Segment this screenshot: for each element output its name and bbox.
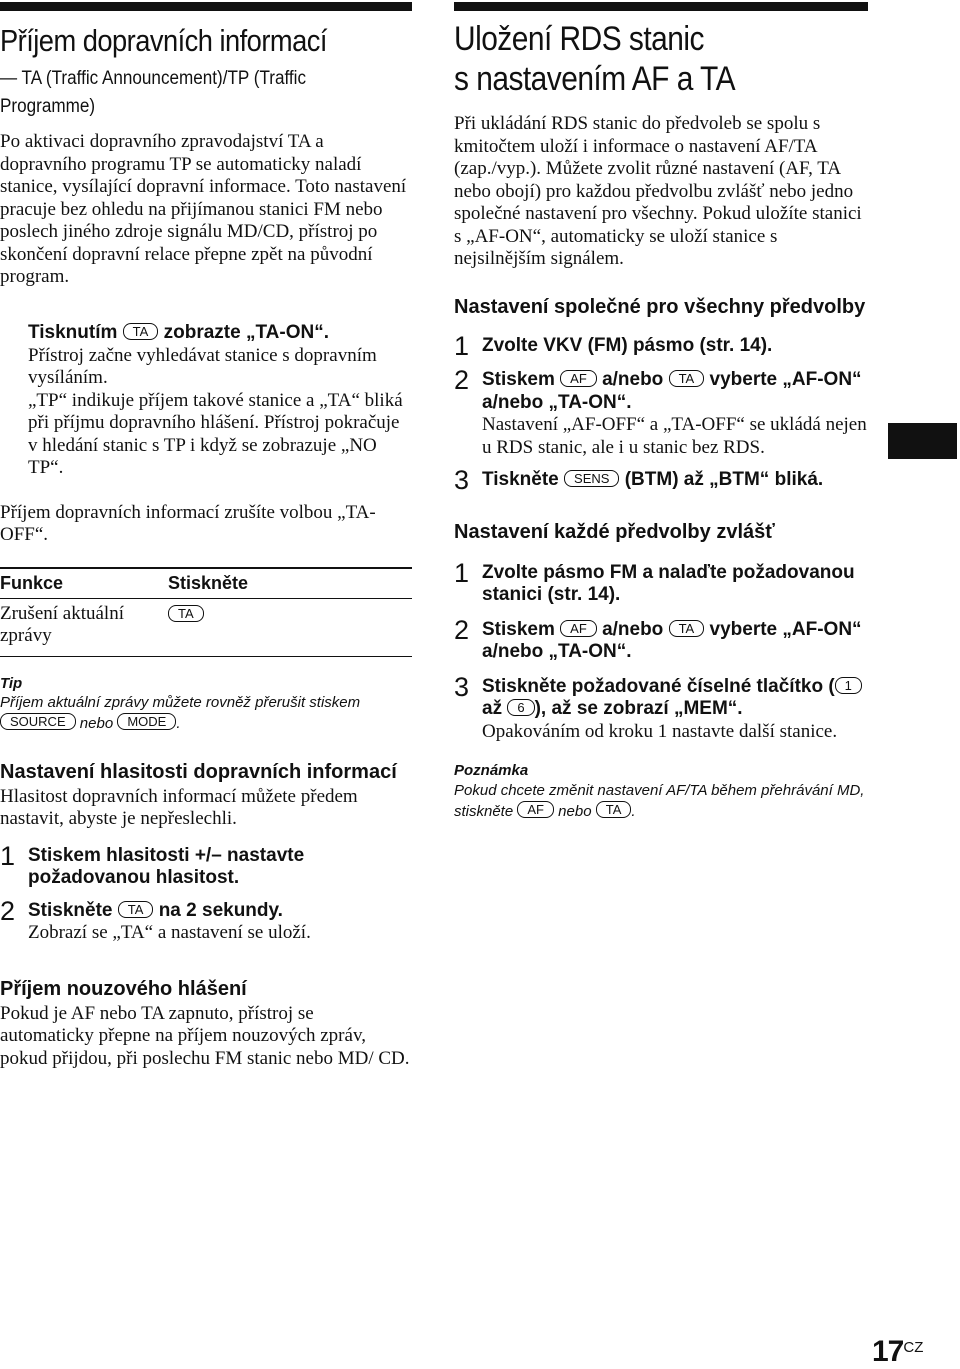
- common-step-2-c: vyberte „AF-ON“ a/nebo „TA-ON“.: [482, 369, 862, 413]
- ta-instruction: [0, 321, 412, 480]
- volume-step-1-title: Stiskem hlasitosti +/– nastavte požadovanou hlasitost.: [28, 844, 305, 888]
- step-number: 1: [0, 840, 16, 871]
- table-header-function-text: Funkce: [0, 572, 64, 593]
- each-step-2-title: [482, 619, 868, 664]
- volume-text: Hlasitost dopravních informací můžete předem nastavit, abyste je nepřeslechli.: [0, 785, 358, 829]
- function-table: [0, 567, 412, 657]
- top-rule: [454, 2, 868, 11]
- cancel-paragraph: Příjem dopravních informací zrušíte volbou „TA-OFF“.: [0, 501, 376, 545]
- page-number: [872, 1335, 923, 1369]
- number-6-key: 6: [507, 699, 534, 716]
- source-key: SOURCE: [0, 713, 76, 730]
- volume-step-1: [0, 840, 412, 890]
- step-number: 2: [454, 614, 470, 645]
- common-heading: Nastavení společné pro všechny předvolby: [454, 295, 866, 318]
- ta-press-prefix: Tisknutím: [28, 321, 118, 343]
- table-header-row: [0, 568, 412, 599]
- each-step-1-title: Zvolte pásmo FM a nalaďte požadovanou stanici (str. 14).: [482, 561, 855, 605]
- each-step-3-title: [482, 676, 868, 721]
- each-step-3-c: ), až se zobrazí „MEM“.: [534, 698, 743, 719]
- table-cell-key: [168, 598, 412, 656]
- each-step-3-desc: Opakováním od kroku 1 nastavte další stanice.: [482, 720, 838, 742]
- each-step-3: [454, 671, 868, 744]
- table-cell-function-text: Zrušení aktuální zprávy: [0, 602, 124, 646]
- tip-block: [0, 675, 412, 734]
- left-column: [0, 0, 412, 1070]
- number-1-key: 1: [835, 677, 862, 694]
- common-step-2-title: [482, 369, 868, 414]
- section-tab-marker: [888, 423, 957, 459]
- step-number: 2: [454, 365, 470, 395]
- volume-step-2-desc: Zobrazí se „TA“ a nastavení se uloží.: [28, 922, 311, 943]
- mode-key: MODE: [117, 713, 176, 730]
- af-key: AF: [560, 370, 597, 387]
- table-cell-function: [0, 598, 168, 656]
- note-text: [454, 781, 868, 822]
- section-subtitle: [0, 65, 405, 121]
- table-header-press-text: Stiskněte: [168, 572, 249, 593]
- right-column: [454, 0, 868, 822]
- ta-key-note: TA: [596, 801, 632, 818]
- each-step-2-b: a/nebo: [602, 618, 664, 640]
- note-end: .: [631, 803, 636, 820]
- tip-text: [0, 693, 412, 734]
- each-step-1: [454, 557, 868, 607]
- ta-desc-2: „TP“ indikuje příjem takové stanice a „TA“ bliká při příjmu dopravního hlášení. Přístroj pokračuje v hledání stanic s TP i když se zobrazuje „NO TP“.: [28, 389, 403, 478]
- each-step-2-a: Stiskem: [482, 618, 555, 640]
- each-heading: Nastavení každé předvolby zvlášť: [454, 520, 775, 543]
- ta-key-volume: TA: [118, 901, 154, 918]
- common-step-3-a: Tiskněte: [482, 469, 559, 490]
- common-step-1-title: Zvolte VKV (FM) pásmo (str. 14).: [482, 334, 773, 356]
- ta-key-table: TA: [168, 605, 204, 622]
- tip-label: Tip: [0, 674, 23, 692]
- sens-key: SENS: [564, 470, 619, 487]
- common-step-3-b: (BTM) až „BTM“ bliká.: [624, 469, 824, 490]
- note-text-main: Pokud chcete změnit nastavení AF/TA během přehrávání MD, stiskněte: [454, 782, 865, 820]
- common-step-3-title: [482, 469, 868, 492]
- tip-text-main: Příjem aktuální zprávy můžete rovněž přerušit stiskem: [0, 693, 361, 711]
- volume-step-2-title: [28, 900, 412, 923]
- common-step-2-b: a/nebo: [602, 369, 664, 390]
- rds-intro: Při ukládání RDS stanic do předvoleb se spolu s kmitočtem uloží i informace o nastavení AF/TA (zap./vyp.). Můžete zvolit různé nastavení (AF, TA nebo obojí) pro každou předvolbu zvlášť nebo jedno společné nastavení pro všechny. Pokud uložíte stanici s „AF-ON“, automaticky se uloží stanice s nejsilnějším signálem.: [454, 113, 862, 269]
- step-number: 2: [0, 895, 16, 926]
- emergency-heading: Příjem nouzového hlášení: [0, 977, 247, 1000]
- table-header-function: [0, 568, 168, 599]
- ta-key: TA: [669, 370, 705, 387]
- af-key: AF: [560, 620, 597, 637]
- tip-nebo: nebo: [79, 714, 114, 732]
- common-step-2-a: Stiskem: [482, 369, 555, 390]
- emergency-text: Pokud je AF nebo TA zapnuto, přístroj se automaticky přepne na příjem nouzových zpráv, pokud přijdou, při poslechu FM stanic nebo MD/ CD.: [0, 1002, 410, 1069]
- volume-step-2-suffix: na 2 sekundy.: [158, 899, 283, 921]
- common-step-2-desc: Nastavení „AF-OFF“ a „TA-OFF“ se ukládá nejen u RDS stanic, ale i u stanic bez RDS.: [482, 414, 867, 458]
- ta-press-suffix: zobrazte „TA-ON“.: [163, 321, 329, 343]
- ta-key: TA: [669, 620, 705, 637]
- step-number: 1: [454, 330, 470, 361]
- step-number: 3: [454, 465, 470, 495]
- section-title-rds: [454, 19, 818, 99]
- common-step-3: [454, 465, 868, 495]
- section-title-traffic: Příjem dopravních informací: [0, 23, 327, 58]
- volume-heading: Nastavení hlasitosti dopravních informací: [0, 760, 397, 783]
- table-header-press: [168, 568, 412, 599]
- rds-title-line-2: s nastavením AF a TA: [454, 60, 736, 98]
- volume-step-2-prefix: Stiskněte: [28, 899, 113, 921]
- step-number: 3: [454, 671, 470, 702]
- top-rule: [0, 2, 412, 11]
- common-step-1: [454, 330, 868, 361]
- rds-title-line-1: Uložení RDS stanic: [454, 20, 704, 58]
- page-lang: CZ: [903, 1339, 924, 1356]
- table-row: [0, 598, 412, 656]
- common-step-2: [454, 365, 868, 459]
- note-label: Poznámka: [454, 762, 529, 779]
- subtitle-line-1: — TA (Traffic Announcement)/TP (Traffic: [0, 68, 307, 89]
- each-step-2: [454, 614, 868, 664]
- each-step-3-b: až: [482, 698, 503, 719]
- note-block: [454, 761, 868, 822]
- ta-instruction-title: [28, 321, 412, 345]
- ta-desc-1: Přístroj začne vyhledávat stanice s dopravním vysíláním.: [28, 344, 377, 388]
- volume-step-2: [0, 895, 412, 945]
- page-number-value: 17: [872, 1335, 904, 1368]
- ta-key: TA: [123, 323, 159, 340]
- af-key-note: AF: [517, 801, 554, 818]
- tip-end: .: [176, 714, 181, 732]
- each-step-2-c: vyberte „AF-ON“ a/nebo „TA-ON“.: [482, 618, 862, 662]
- intro-paragraph: Po aktivaci dopravního zpravodajství TA a dopravního programu TP se automaticky naladí stanice, vysílající dopravní informace. Toto nastavení pracuje bez ohledu na přijímanou stanici FM nebo poslech jiného zdroje signálu MD/CD, přístroj po skončení dopravní relace přepne zpět na původní program.: [0, 131, 407, 287]
- each-step-3-a: Stiskněte požadované číselné tlačítko (: [482, 675, 835, 697]
- step-number: 1: [454, 557, 470, 588]
- note-nebo: nebo: [558, 803, 592, 820]
- subtitle-line-2: Programme): [0, 96, 96, 117]
